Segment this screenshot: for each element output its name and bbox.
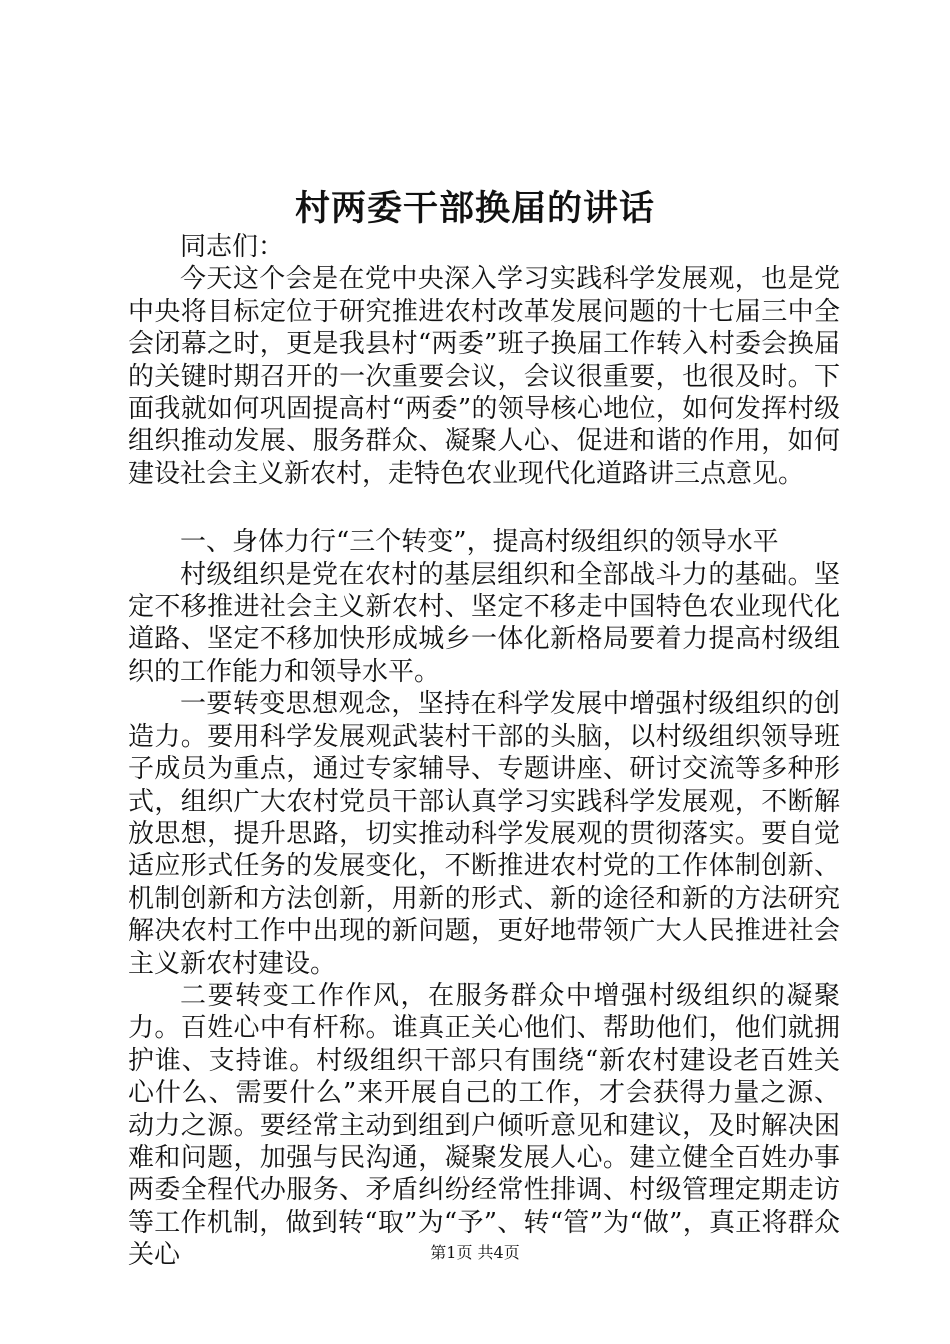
salutation: 同志们： [180, 232, 285, 262]
paragraph: 二要转变工作作风，在服务群众中增强村级组织的凝聚力。百姓心中有杆称。谁真正关心他们、帮助他们，他们就拥护谁、支持谁。村级组织干部只有围绕“新农村建设老百姓关心什么、需要什么”来开展自己的工作，才会获得力量之源、动力之源。要经常主动到组到户倾听意见和建议，及时解决困难和问题，加强与民沟通，凝聚发展人心。建立健全百姓办事两委全程代办服务、矛盾纠纷经常性排调、村级管理定期走访等工作机制，做到转“取”为“予”、转“管”为“做”，真正将群众关心 [128, 980, 840, 1271]
paragraph: 一要转变思想观念，坚持在科学发展中增强村级组织的创造力。要用科学发展观武装村干部的头脑，以村级组织领导班子成员为重点，通过专家辅导、专题讲座、研讨交流等多种形式，组织广大农村党员干部认真学习实践科学发展观，不断解放思想，提升思路，切实推动科学发展观的贯彻落实。要自觉适应形式任务的发展变化，不断推进农村党的工作体制创新、机制创新和方法创新，用新的形式、新的途径和新的方法研究解决农村工作中出现的新问题，更好地带领广大人民推进社会主义新农村建设。 [128, 689, 840, 979]
page-footer: 第1页 共4页 [430, 1243, 520, 1262]
section-heading: 一、身体力行“三个转变”，提高村级组织的领导水平 [180, 527, 779, 558]
document-body [128, 231, 840, 1272]
paragraph-intro: 今天这个会是在党中央深入学习实践科学发展观，也是党中央将目标定位于研究推进农村改革发展问题的十七届三中全会闭幕之时，更是我县村“两委”班子换届工作转入村委会换届的关键时期召开的一次重要会议，会议很重要，也很及时。下面我就如何巩固提高村“两委”的领导核心地位，如何发挥村级组织推动发展、服务群众、凝聚人心、促进和谐的作用，如何建设社会主义新农村，走特色农业现代化道路讲三点意见。 [128, 264, 840, 489]
document-title: 村两委干部换届的讲话 [294, 188, 655, 229]
paragraph: 村级组织是党在农村的基层组织和全部战斗力的基础。坚定不移推进社会主义新农村、坚定不移走中国特色农业现代化道路、坚定不移加快形成城乡一体化新格局要着力提高村级组织的工作能力和领导水平。 [128, 559, 840, 687]
